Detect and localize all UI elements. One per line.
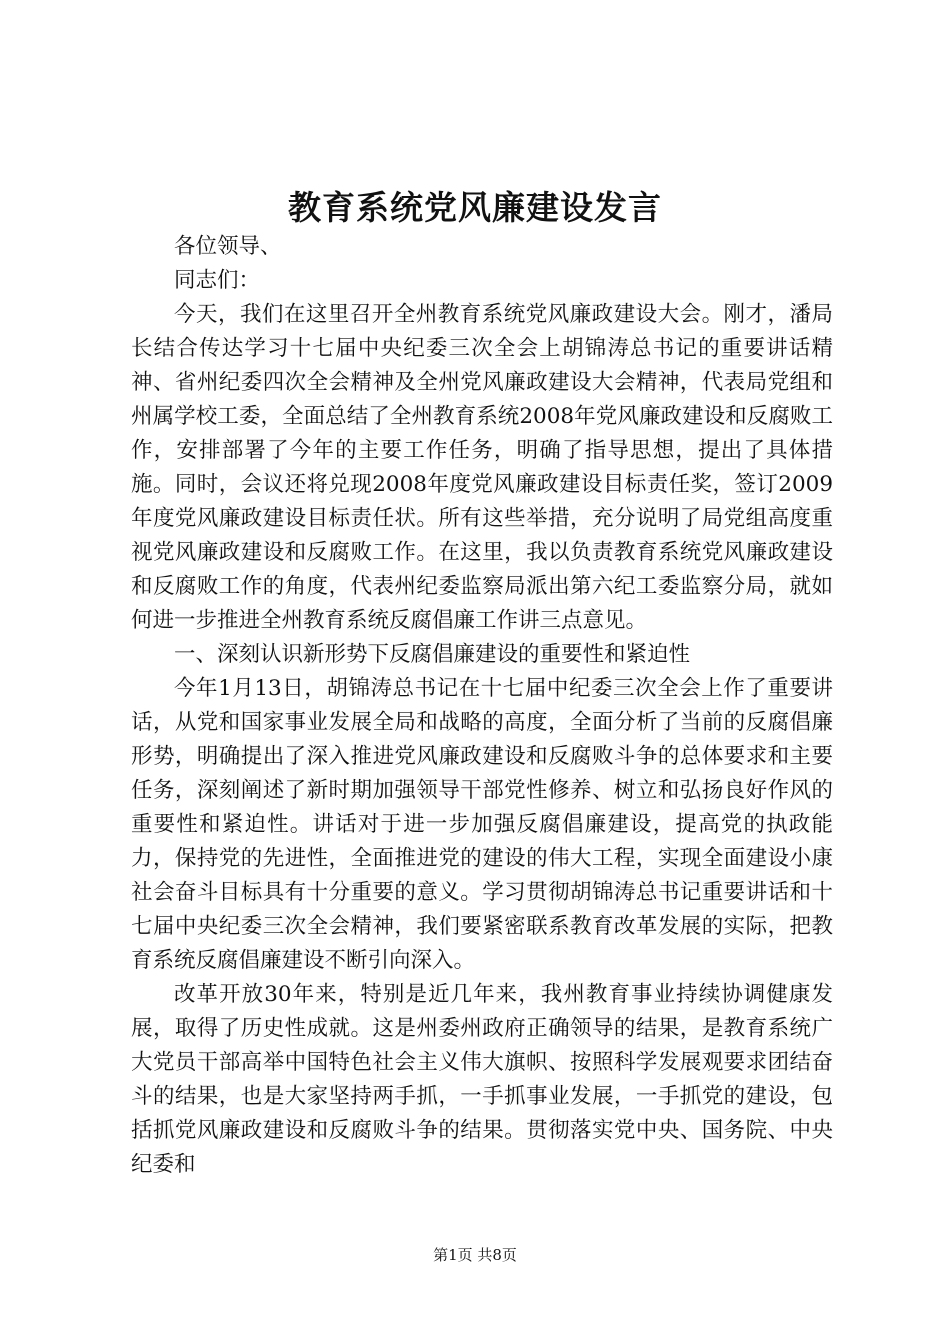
salutation-line: 各位领导、	[174, 234, 282, 259]
page-footer: 第1页 共8页	[433, 1246, 517, 1264]
section-heading: 一、深刻认识新形势下反腐倡廉建设的重要性和紧迫性	[174, 642, 691, 667]
salutation-line: 同志们：	[174, 268, 261, 293]
body-paragraph: 改革开放30年来，特别是近几年来，我州教育事业持续协调健康发展，取得了历史性成就。这是州委州政府正确领导的结果，是教育系统广大党员干部高举中国特色社会主义伟大旗帜、按照科学发展观要求团结奋斗的结果，也是大家坚持两手抓，一手抓事业发展，一手抓党的建设，包括抓党风廉政建设和反腐败斗争的结果。贯彻落实党中央、国务院、中央纪委和	[131, 982, 833, 1177]
body-paragraph: 今天，我们在这里召开全州教育系统党风廉政建设大会。刚才，潘局长结合传达学习十七届中央纪委三次全会上胡锦涛总书记的重要讲话精神、省州纪委四次全会精神及全州党风廉政建设大会精神，代表局党组和州属学校工委，全面总结了全州教育系统2008年党风廉政建设和反腐败工作，安排部署了今年的主要工作任务，明确了指导思想，提出了具体措施。同时，会议还将兑现2008年度党风廉政建设目标责任奖，签订2009年度党风廉政建设目标责任状。所有这些举措，充分说明了局党组高度重视党风廉政建设和反腐败工作。在这里，我以负责教育系统党风廉政建设和反腐败工作的角度，代表州纪委监察局派出第六纪工委监察分局，就如何进一步推进全州教育系统反腐倡廉工作讲三点意见。	[131, 302, 833, 633]
document-title: 教育系统党风廉建设发言	[288, 188, 662, 227]
document-body	[131, 230, 833, 1182]
body-paragraph: 今年1月13日，胡锦涛总书记在十七届中纪委三次全会上作了重要讲话，从党和国家事业发展全局和战略的高度，全面分析了当前的反腐倡廉形势，明确提出了深入推进党风廉政建设和反腐败斗争的总体要求和主要任务，深刻阐述了新时期加强领导干部党性修养、树立和弘扬良好作风的重要性和紧迫性。讲话对于进一步加强反腐倡廉建设，提高党的执政能力，保持党的先进性，全面推进党的建设的伟大工程，实现全面建设小康社会奋斗目标具有十分重要的意义。学习贯彻胡锦涛总书记重要讲话和十七届中央纪委三次全会精神，我们要紧密联系教育改革发展的实际，把教育系统反腐倡廉建设不断引向深入。	[131, 676, 833, 973]
